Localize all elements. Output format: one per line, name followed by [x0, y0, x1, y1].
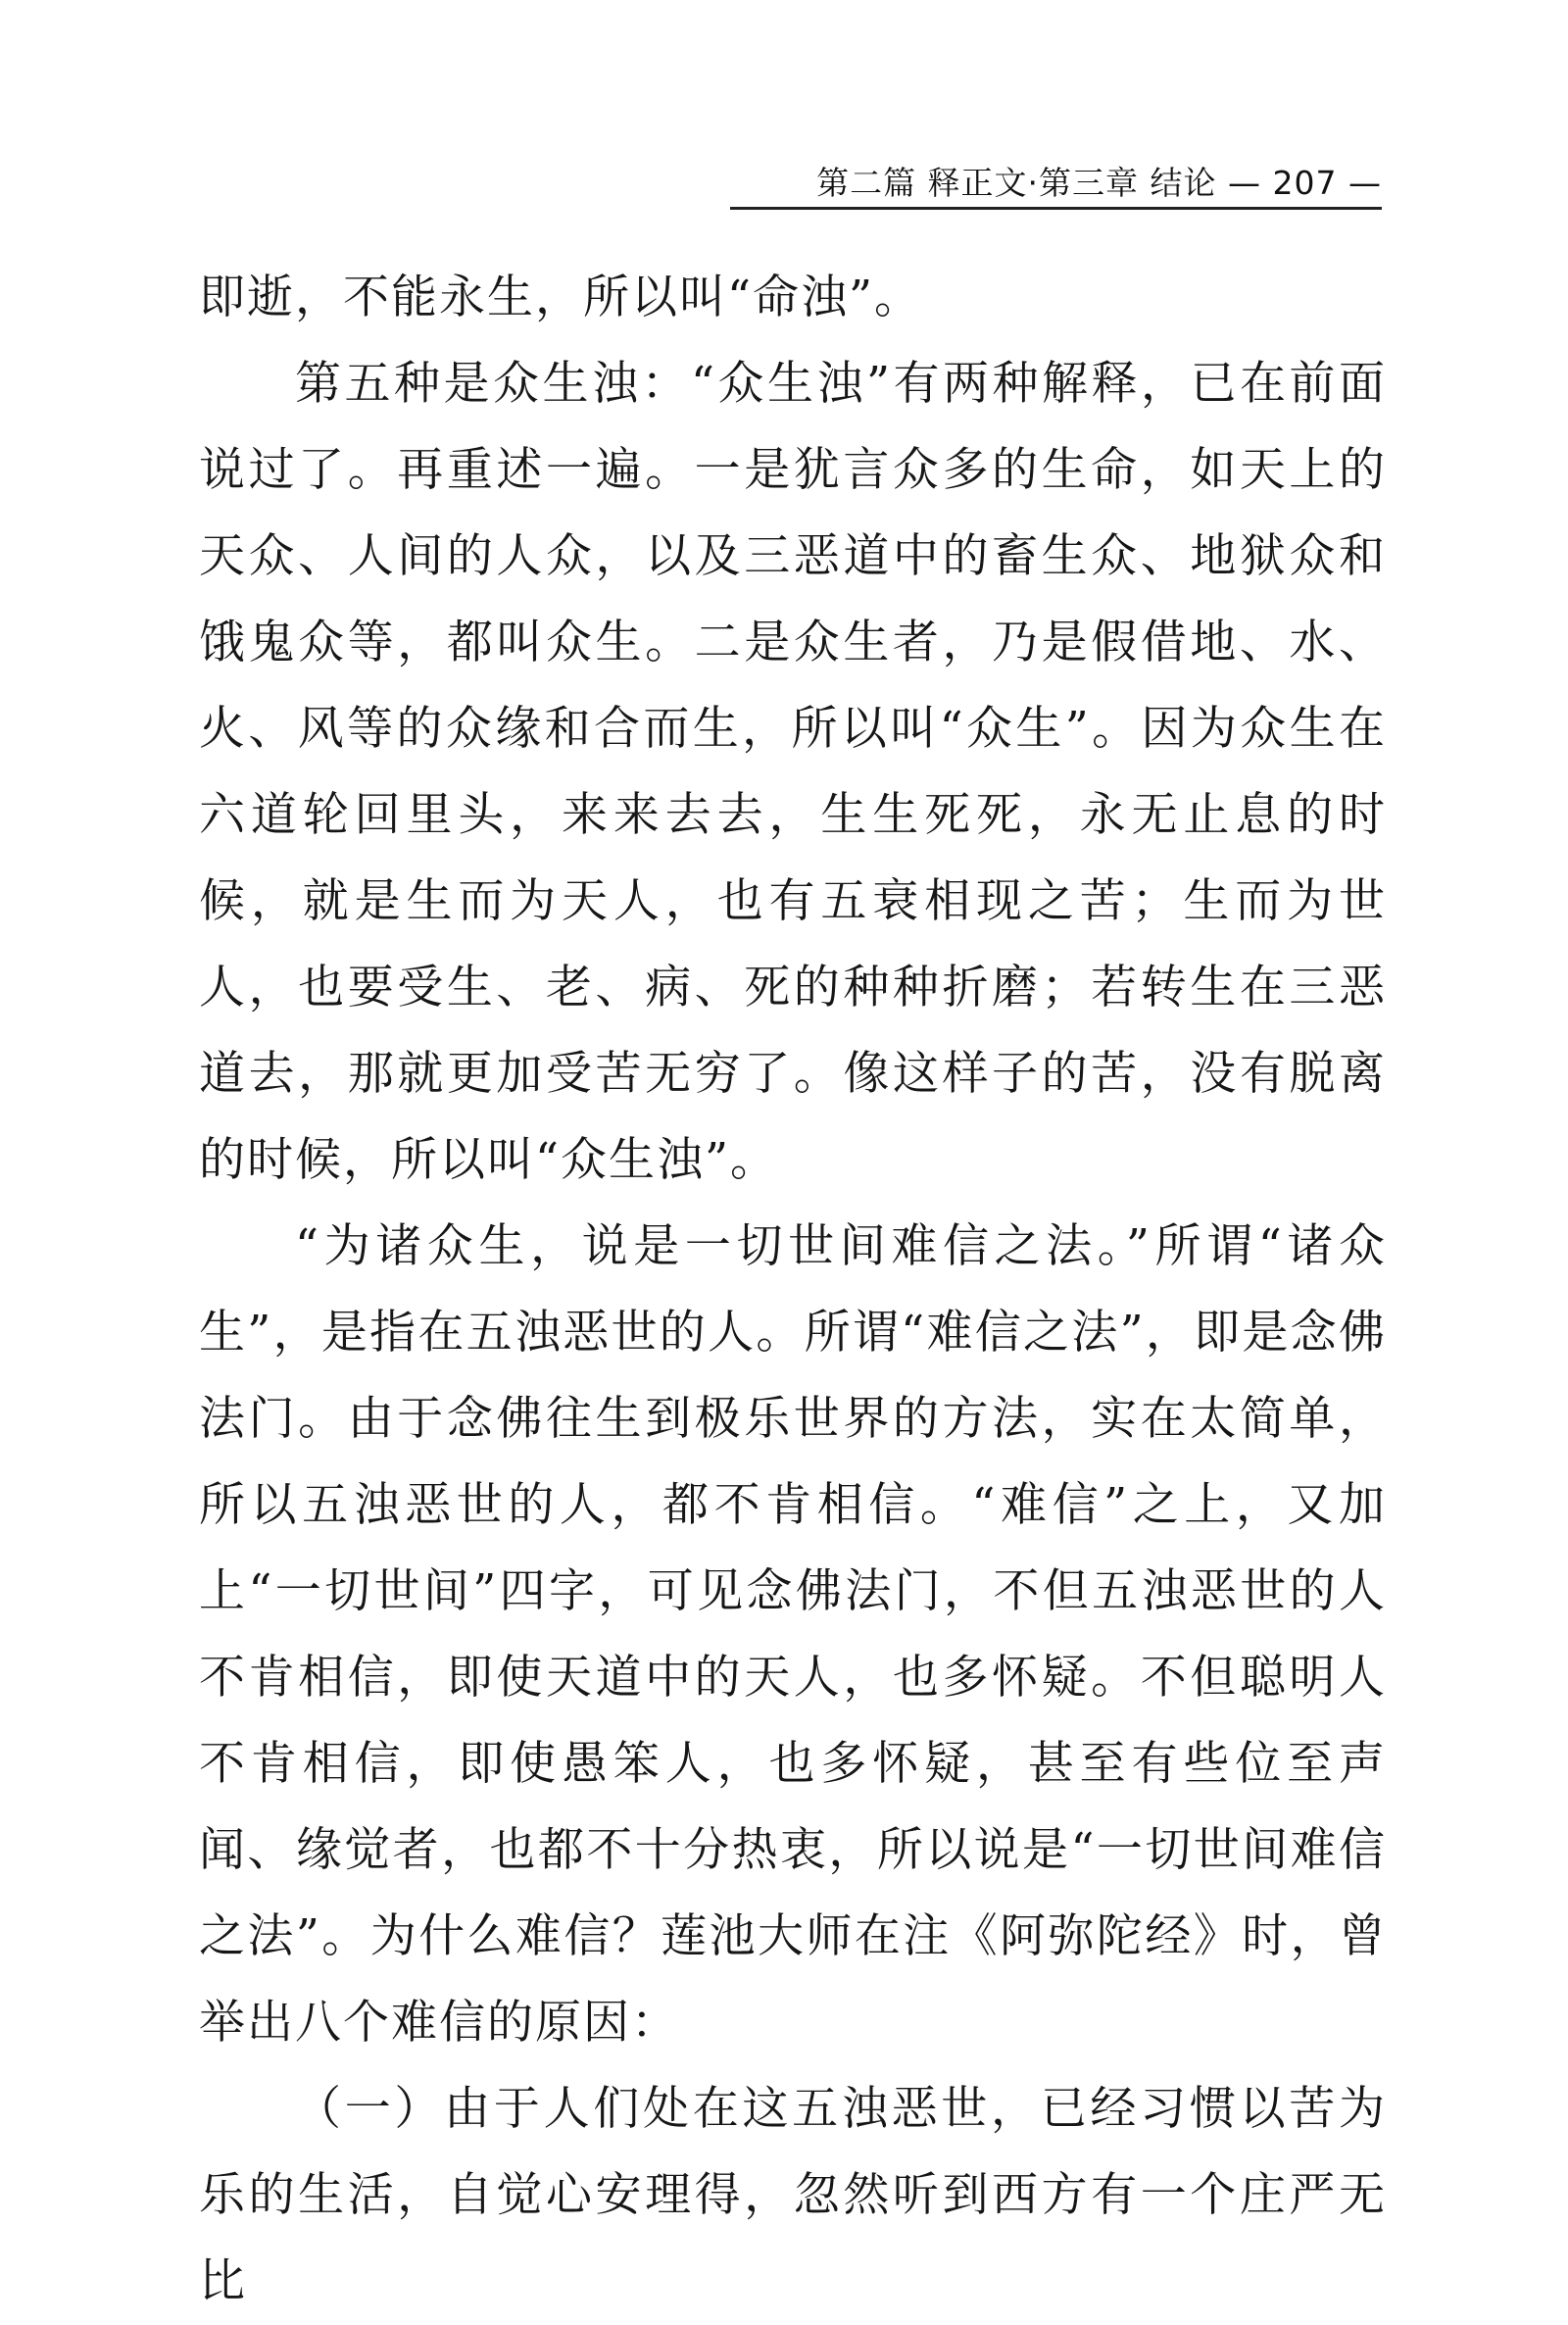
- paragraph-hard-to-believe: “为诸众生，说是一切世间难信之法。”所谓“诸众生”，是指在五浊恶世的人。所谓“难信之法”，即是念佛法门。由于念佛往生到极乐世界的方法，实在太简单，所以五浊恶世的人，都不肯相信。“难信”之上，又加上“一切世间”四字，可见念佛法门，不但五浊恶世的人不肯相信，即使天道中的天人，也多怀疑。不但聪明人不肯相信，即使愚笨人，也多怀疑，甚至有些位至声闻、缘觉者，也都不十分热衷，所以说是“一切世间难信之法”。为什么难信？莲池大师在注《阿弥陀经》时，曾举出八个难信的原因：: [199, 1219, 1387, 2050]
- header-rule: [730, 207, 1382, 210]
- running-header: 第二篇 释正文·第三章 结论 — 207 —: [816, 164, 1382, 202]
- body-text: [199, 255, 1387, 2325]
- paragraph-continuation: 即逝，不能永生，所以叫“命浊”。: [199, 271, 923, 324]
- paragraph-reason-one: （一）由于人们处在这五浊恶世，已经习惯以苦为乐的生活，自觉心安理得，忽然听到西方有一个庄严无比: [199, 2082, 1387, 2308]
- paragraph-fifth-turbidity: 第五种是众生浊：“众生浊”有两种解释，已在前面说过了。再重述一遍。一是犹言众多的生命，如天上的天众、人间的人众，以及三恶道中的畜生众、地狱众和饿鬼众等，都叫众生。二是众生者，乃是假借地、水、火、风等的众缘和合而生，所以叫“众生”。因为众生在六道轮回里头，来来去去，生生死死，永无止息的时候，就是生而为天人，也有五衰相现之苦；生而为世人，也要受生、老、病、死的种种折磨；若转生在三恶道去，那就更加受苦无穷了。像这样子的苦，没有脱离的时候，所以叫“众生浊”。: [199, 357, 1387, 1187]
